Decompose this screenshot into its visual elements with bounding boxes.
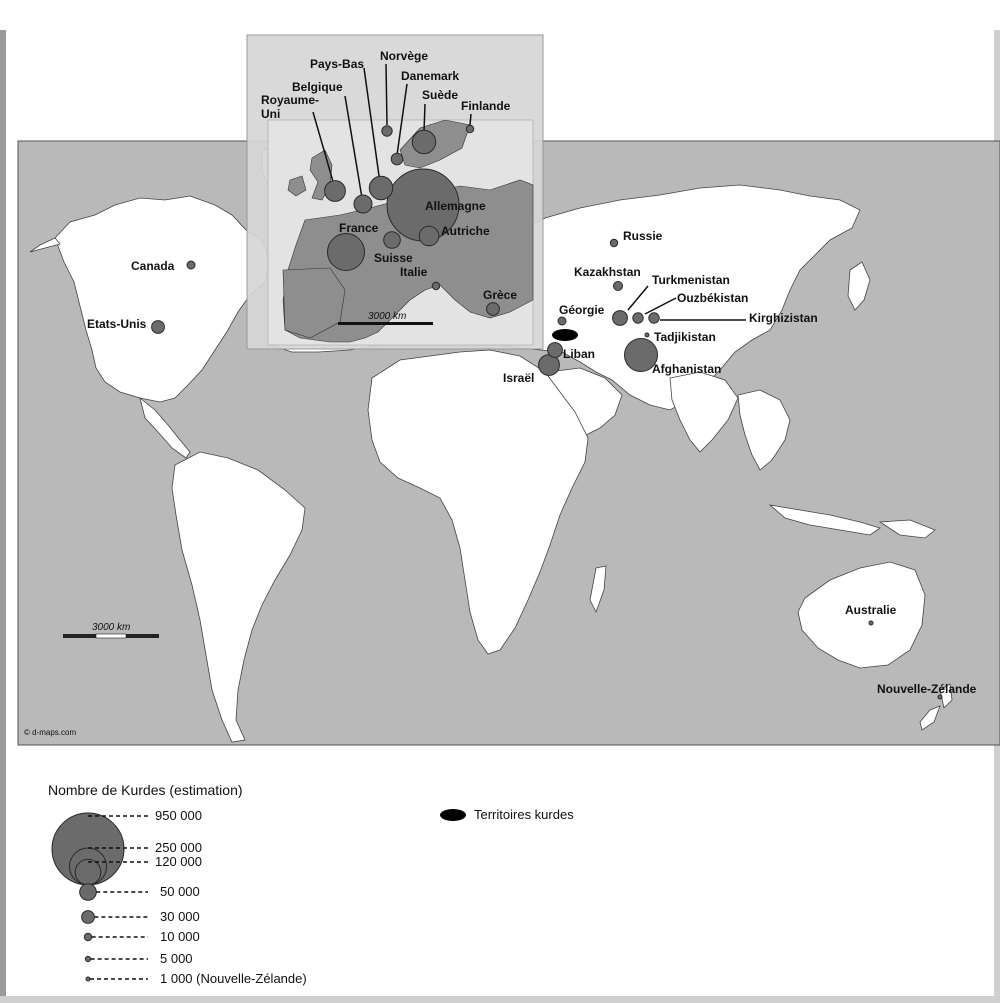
map-credit: © d-maps.com <box>24 728 77 737</box>
bubble-grece <box>487 303 500 316</box>
label-autriche: Autriche <box>441 224 490 238</box>
label-finlande: Finlande <box>461 99 511 113</box>
bubble-etats-unis <box>152 321 165 334</box>
bubble-france <box>328 234 365 271</box>
label-ouzbekistan: Ouzbékistan <box>677 291 749 305</box>
legend-size-label-4: 30 000 <box>160 909 200 924</box>
bubble-australie <box>869 621 873 625</box>
legend-size-label-6: 5 000 <box>160 951 193 966</box>
label-allemagne: Allemagne <box>425 199 486 213</box>
legend-size-label-5: 10 000 <box>160 929 200 944</box>
label-georgie: Géorgie <box>559 303 605 317</box>
label-australie: Australie <box>845 603 897 617</box>
legend-bubble-7 <box>86 977 90 981</box>
bubble-ouzbekistan <box>633 313 643 323</box>
label-italie: Italie <box>400 265 428 279</box>
bubble-autriche <box>419 226 439 246</box>
legend-title: Nombre de Kurdes (estimation) <box>48 782 243 798</box>
label-suisse: Suisse <box>374 251 413 265</box>
label-nouvelle-zelande: Nouvelle-Zélande <box>877 682 977 696</box>
label-norvege: Norvège <box>380 49 429 63</box>
world-scale-label: 3000 km <box>92 622 131 633</box>
legend <box>48 782 574 986</box>
leader-norvege <box>386 64 387 125</box>
bubble-suede <box>412 130 435 153</box>
bottom-frame-strip <box>0 996 1000 1003</box>
legend-territory-symbol <box>440 809 466 821</box>
bubble-suisse <box>384 232 401 249</box>
label-france: France <box>339 221 379 235</box>
bubble-georgie <box>558 317 566 325</box>
legend-size-label-3: 50 000 <box>160 884 200 899</box>
label-royaume-uni: Royaume- <box>261 93 320 107</box>
legend-size-label-1: 250 000 <box>155 840 202 855</box>
label-kazakhstan: Kazakhstan <box>574 265 641 279</box>
label-etats-unis: Etats-Unis <box>87 317 147 331</box>
bubble-tadjikistan <box>645 333 649 337</box>
label-danemark: Danemark <box>401 69 460 83</box>
legend-bubble-5 <box>84 933 91 940</box>
bubble-liban <box>548 343 563 358</box>
label-kirghizistan: Kirghizistan <box>749 311 818 325</box>
label-royaume-uni-line2: Uni <box>261 107 281 121</box>
legend-bubble-4 <box>82 911 95 924</box>
legend-bubble-2 <box>75 859 101 885</box>
label-afghanistan: Afghanistan <box>652 362 722 376</box>
bubble-canada <box>187 261 195 269</box>
bubble-danemark <box>391 153 403 165</box>
leader-finlande <box>470 114 471 125</box>
label-canada: Canada <box>131 259 175 273</box>
left-frame-strip <box>0 30 6 1003</box>
inset-scale-label: 3000 km <box>368 311 407 322</box>
label-belgique: Belgique <box>292 80 343 94</box>
label-tadjikistan: Tadjikistan <box>654 330 716 344</box>
legend-size-label-2: 120 000 <box>155 854 202 869</box>
legend-size-label-0: 950 000 <box>155 808 202 823</box>
bubble-turkmenistan <box>613 311 628 326</box>
label-suede: Suède <box>422 88 459 102</box>
label-turkmenistan: Turkmenistan <box>652 273 730 287</box>
legend-bubble-3 <box>80 884 97 901</box>
bubble-kirghizistan <box>649 313 659 323</box>
label-israel: Israël <box>503 371 535 385</box>
bubble-royaume-uni <box>325 181 346 202</box>
bubble-norvege <box>382 126 392 136</box>
legend-bubbles <box>52 808 307 986</box>
label-pays-bas: Pays-Bas <box>310 57 365 71</box>
bubble-italie <box>432 282 439 289</box>
bubble-finlande <box>466 125 473 132</box>
bubble-pays-bas <box>369 176 392 199</box>
legend-territory-label: Territoires kurdes <box>474 807 574 822</box>
legend-bubble-6 <box>85 956 90 961</box>
label-liban: Liban <box>563 347 595 361</box>
leader-suede <box>424 104 425 132</box>
label-grece: Grèce <box>483 288 518 302</box>
bubble-kazakhstan <box>614 282 623 291</box>
kurdish-territory-marker <box>552 329 578 341</box>
bubble-belgique <box>354 195 372 213</box>
label-russie: Russie <box>623 229 663 243</box>
legend-size-label-7: 1 000 (Nouvelle-Zélande) <box>160 971 307 986</box>
bubble-russie <box>610 239 617 246</box>
